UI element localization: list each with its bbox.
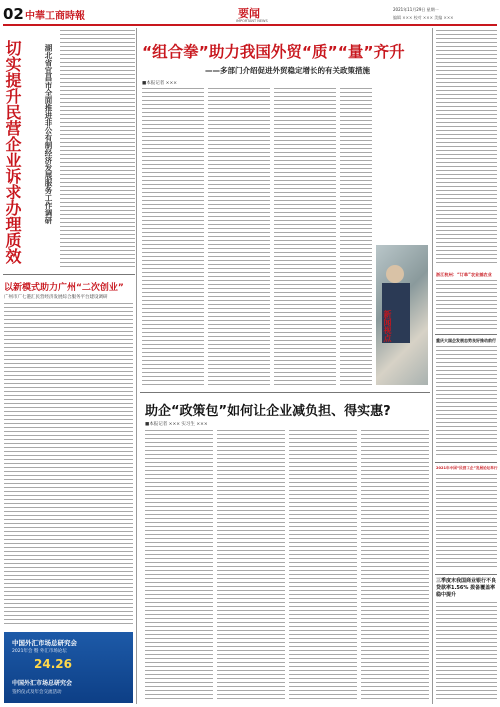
lower-center-title: 助企“政策包”如何让企业减负担、得实惠?: [145, 404, 391, 419]
lower-center-col-3: [289, 430, 357, 702]
divider: [435, 574, 497, 575]
right-title-2: 重庆大国企发展态势良好推动前行: [436, 338, 496, 343]
page-number: 02: [3, 5, 24, 23]
left-vertical-body: [60, 30, 135, 270]
right-body-top: [436, 30, 497, 266]
divider: [435, 462, 497, 463]
divider: [140, 392, 430, 393]
lead-body-col-4: [340, 88, 372, 388]
photo-caption: 新闻视点: [383, 310, 392, 342]
lead-body-col-3: [274, 88, 336, 388]
right-title-3: 2021年中国“民营工企”发展论坛举行: [436, 466, 498, 470]
ad-line-2: 2021年会 暨 外汇市场论坛: [12, 649, 67, 654]
lower-center-col-4: [361, 430, 429, 702]
right-title-1: 浙江杭州：“订单”农业插农业: [436, 272, 492, 277]
lower-center-byline: ■本报记者 ××× 实习生 ×××: [145, 422, 208, 427]
lead-body-col-1: [142, 88, 204, 388]
ad-line-4: 签约仪式及年会交流活动: [12, 690, 62, 695]
lead-title: “组合拳”助力我国外贸“质”“量”齐升: [142, 43, 405, 61]
lead-body-col-2: [208, 88, 270, 388]
left-mid-subtitle: 广州市广七港汇民营经济发展综合服务平台建设调研: [4, 295, 108, 300]
left-vertical-title: 切实提升民营企业诉求办理质效: [3, 40, 22, 264]
left-mid-body: [4, 303, 133, 625]
section-subtitle: IMPORTANT NEWS: [236, 19, 268, 23]
column-divider: [136, 28, 137, 704]
right-title-4: 三季度末我国商业银行不良贷款率1.56% 拨备覆盖率稳中提升: [436, 578, 497, 598]
lower-center-col-1: [145, 430, 213, 702]
header-rule: [3, 24, 497, 26]
right-body-1: [436, 280, 497, 330]
section-title: 要闻: [238, 7, 260, 20]
ad-line-1: 中国外汇市场总研究会: [12, 639, 77, 647]
lead-subtitle: ——多部门介绍促进外贸稳定增长的有关政策措施: [205, 66, 370, 75]
left-vertical-subtitle: 湖北省宜昌市全面推进非公有制经济发展服务工作调研: [44, 44, 53, 224]
right-body-3: [436, 474, 497, 570]
issue-date: 2021年11月29日 星期一: [393, 7, 439, 12]
paper-name: 中華工商時報: [25, 11, 85, 22]
left-mid-title: 以新模式助力广州“二次创业”: [4, 283, 124, 293]
divider: [3, 274, 135, 275]
right-body-4: [436, 602, 497, 702]
divider: [435, 334, 497, 335]
ad-date: 24.26: [34, 657, 72, 671]
advertisement[interactable]: [4, 632, 133, 703]
right-body-2: [436, 346, 497, 458]
ad-line-3: 中国外汇市场总研究会: [12, 680, 73, 687]
photo-figure: [386, 265, 404, 283]
lead-byline: ■本报记者 ×××: [142, 81, 177, 86]
column-divider: [432, 28, 433, 704]
lower-center-col-2: [217, 430, 285, 702]
editor-credits: 编辑 ××× 校对 ××× 美编 ×××: [393, 15, 454, 20]
